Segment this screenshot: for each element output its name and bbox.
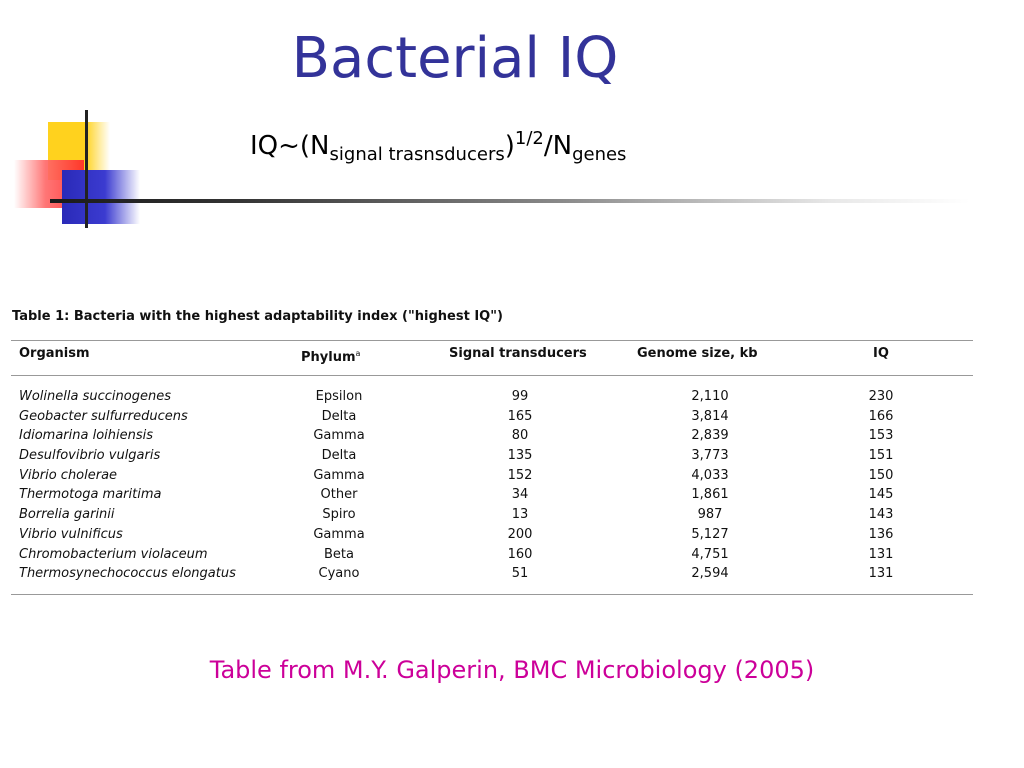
cell-genome-size: 3,773 <box>691 448 729 464</box>
source-citation: Table from M.Y. Galperin, BMC Microbiology (2005) <box>209 656 815 684</box>
cell-iq: 145 <box>868 487 894 503</box>
cell-phylum: Gamma <box>313 428 365 444</box>
cell-signal-transducers: 160 <box>507 546 533 562</box>
formula-part-3: /N <box>543 131 573 161</box>
cell-signal-transducers: 51 <box>511 566 529 582</box>
bacteria-table <box>11 340 973 595</box>
cell-iq: 131 <box>868 546 894 562</box>
cell-organism: Wolinella succinogenes <box>19 389 171 404</box>
cell-organism: Geobacter sulfurreducens <box>19 408 188 424</box>
decorative-vertical-line <box>85 110 88 228</box>
cell-phylum: Epsilon <box>315 389 363 404</box>
cell-organism: Idiomarina loihiensis <box>19 428 153 444</box>
cell-genome-size: 987 <box>697 507 723 523</box>
table-row <box>11 466 973 486</box>
cell-genome-size: 4,751 <box>691 546 729 562</box>
cell-phylum: Beta <box>324 546 354 562</box>
cell-organism: Chromobacterium violaceum <box>19 546 208 562</box>
cell-phylum: Gamma <box>313 467 365 483</box>
cell-phylum: Delta <box>321 448 357 464</box>
cell-genome-size: 4,033 <box>691 467 729 483</box>
cell-genome-size: 2,839 <box>691 428 729 444</box>
table-row <box>11 387 973 407</box>
cell-iq: 150 <box>868 467 894 483</box>
slide-title: Bacterial IQ <box>291 26 619 91</box>
cell-iq: 136 <box>868 526 894 542</box>
cell-organism: Thermosynechococcus elongatus <box>19 566 236 582</box>
cell-signal-transducers: 200 <box>507 526 533 542</box>
header-organism: Organism <box>19 346 90 361</box>
cell-signal-transducers: 135 <box>507 448 533 464</box>
header-iq: IQ <box>873 346 889 361</box>
cell-organism: Thermotoga maritima <box>19 487 162 503</box>
cell-signal-transducers: 34 <box>511 487 529 503</box>
cell-organism: Desulfovibrio vulgaris <box>19 448 161 464</box>
formula-exponent: 1/2 <box>514 128 544 149</box>
table-row <box>11 446 973 466</box>
header-phylum-label: Phylum <box>301 350 356 365</box>
cell-signal-transducers: 152 <box>507 467 533 483</box>
cell-genome-size: 2,110 <box>691 389 729 404</box>
cell-genome-size: 5,127 <box>691 526 729 542</box>
cell-organism: Vibrio vulnificus <box>19 526 123 542</box>
formula-subscript-signal: signal trasnsducers <box>329 144 505 165</box>
formula-part-2: ) <box>504 131 515 161</box>
cell-iq: 151 <box>868 448 894 464</box>
cell-phylum: Delta <box>321 408 357 424</box>
header-phylum <box>301 341 381 371</box>
cell-iq: 131 <box>868 566 894 582</box>
table-row <box>11 564 973 584</box>
title-underline-rule <box>50 199 970 203</box>
cell-phylum: Gamma <box>313 526 365 542</box>
table-header-row <box>11 341 973 375</box>
cell-genome-size: 1,861 <box>691 487 729 503</box>
table-body <box>11 376 973 584</box>
decorative-blue-square <box>62 170 140 224</box>
cell-signal-transducers: 165 <box>507 408 533 424</box>
cell-phylum: Other <box>320 487 358 503</box>
header-genome-size: Genome size, kb <box>637 346 758 361</box>
table-row <box>11 505 973 525</box>
cell-organism: Borrelia garinii <box>19 507 115 523</box>
header-signal-transducers: Signal transducers <box>449 346 587 361</box>
cell-signal-transducers: 80 <box>511 428 529 444</box>
cell-signal-transducers: 99 <box>511 389 529 404</box>
cell-genome-size: 3,814 <box>691 408 729 424</box>
table-row <box>11 407 973 427</box>
cell-phylum: Spiro <box>322 507 356 523</box>
formula-subscript-genes: genes <box>572 144 627 165</box>
table-row <box>11 485 973 505</box>
cell-signal-transducers: 13 <box>511 507 529 523</box>
cell-iq: 166 <box>868 408 894 424</box>
table-row <box>11 426 973 446</box>
cell-iq: 230 <box>868 389 894 404</box>
cell-iq: 143 <box>868 507 894 523</box>
table-bottom-rule <box>11 594 973 595</box>
cell-genome-size: 2,594 <box>691 566 729 582</box>
cell-phylum: Cyano <box>318 566 360 582</box>
header-phylum-footnote-mark: a <box>355 349 361 358</box>
table-caption: Table 1: Bacteria with the highest adaptability index ("highest IQ") <box>12 309 503 324</box>
iq-formula <box>250 128 626 165</box>
formula-part-1: IQ~(N <box>250 131 330 161</box>
table-row <box>11 525 973 545</box>
cell-iq: 153 <box>868 428 894 444</box>
cell-organism: Vibrio cholerae <box>19 467 118 483</box>
table-row <box>11 545 973 565</box>
